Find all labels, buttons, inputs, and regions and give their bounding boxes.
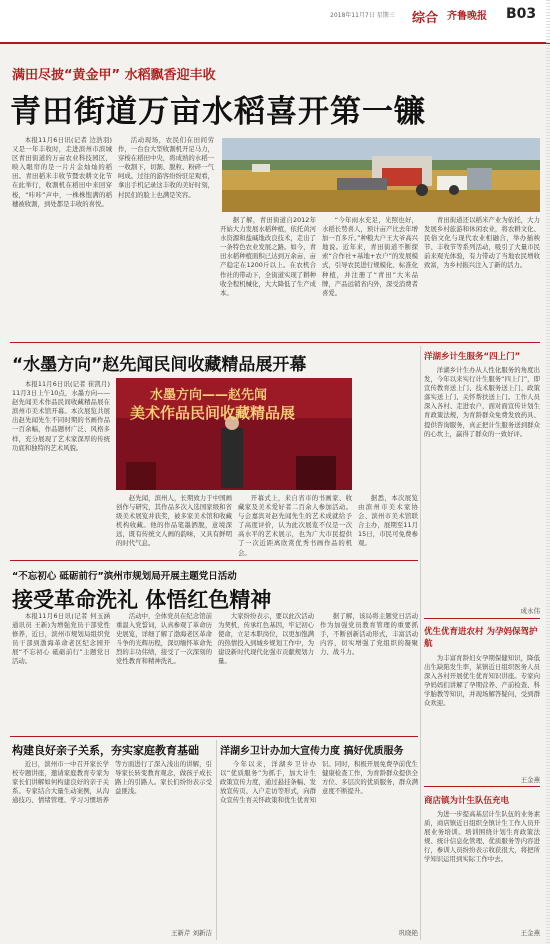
story1-lead: 本报11月6日讯(记者 边浩羽)又是一年丰收时，走进滨州市滨城区青田街道的万亩农业科技园区，映入眼帘的是一片片金灿灿的稻田。青田稻米丰收节暨农耕文化节在此举行，收割机在稻田中来回穿梭，“咔咔”声中，一株株饱满的稻穗被收割，到处都是丰收的喜悦。 — [12, 136, 112, 208]
story4-body: 近日，滨州市一中召开家长学校专题讲座，邀请家庭教育专家为家长们讲解如何构建良好的亲子关系。专家结合大量生动案例，从沟通技巧、情绪管理、学习习惯培养等方面进行了深入浅出的讲解，引导家长转变教育观念，做孩子成长路上的引路人。家长们纷纷表示受益匪浅。 — [12, 760, 212, 805]
section-divider — [10, 342, 540, 343]
newspaper-logo: 齐鲁晚报 — [447, 11, 487, 22]
harvester-photo — [222, 138, 540, 212]
story3-kicker: “不忘初心 砥砺前行”滨州市规划局开展主题党日活动 — [12, 571, 237, 582]
section-name: 综合 — [412, 11, 439, 26]
story5-body: 今年以来，洋湖乡卫计办以“优质服务”为抓手，加大计生政策宣传力度，通过悬挂条幅、发放宣传页、入户走访等形式，向群众宣传生育关怀政策和优生优育知识。同时，积极开展免费孕前优生健康检查工作，为育龄群众提供全方位、多层次的优质服务，群众满意度不断提升。 — [220, 760, 418, 805]
section-divider — [10, 560, 418, 561]
story4-signature: 王新芹 刘新洁 — [170, 929, 212, 937]
story5-headline: 洋湖乡卫计办加大宣传力度 搞好优质服务 — [220, 746, 404, 757]
sidebar1-body: 洋湖乡计生办从人性化服务的角度出发，今年以来实行计生服务“四上门”，即宣传教育送上门、技术服务送上门、政策落实送上门、关怀帮扶送上门。工作人员深入各村、走进农户，面对面宣传计划生育政策法规，为育龄群众免费发放药具、提供咨询服务，真正把计生服务送到群众的心坎上，赢得了群众的一致好评。 — [424, 366, 540, 438]
story3-col1: 本报11月6日讯(记者 何玉涵 通讯员 王新)为增强党员干部党性修养，近日，滨州市规划局组织党员干部到渤海革命老区纪念园开展“不忘初心 砥砺前行”主题党日活动。 — [12, 612, 110, 666]
issue-date: 2018年11月7日 星期三 — [330, 12, 395, 19]
sidebar2-body: 为丰富育龄妇女孕期保健知识，降低出生缺陷发生率，某镇近日组织医务人员深入各村开展优生优育知识讲座。专家向孕妈妈们讲解了孕期营养、产前检查、科学胎教等知识，并现场解答疑问，受到群众欢迎。 — [424, 654, 540, 708]
sidebar-divider — [424, 618, 540, 619]
banner-line1: 水墨方向——赵先闻 — [150, 388, 268, 403]
story5-signature: 巩晓艳 — [398, 929, 418, 937]
sidebar1-signature: 成永伟 — [520, 607, 540, 615]
sidebar2-title: 优生优育进农村 为孕妈保驾护航 — [424, 627, 538, 649]
story3-col3: 大家纷纷表示，要以此次活动为契机，传承红色基因，牢记初心使命，立足本职岗位，以更加饱满的热情投入到城乡规划工作中，为建设新时代现代化强市贡献规划力量。 — [218, 612, 314, 666]
story2-col3: 开幕式上，来自省市的书画家、收藏家及美术爱好者二百余人参加活动。与会嘉宾对赵先闻先生的艺术成就给予了高度评价，认为此次展览不仅是一次高水平的艺术展示，也为广大市民提供了一次近距离欣赏优秀书画作品的机会。 — [238, 494, 352, 556]
story1-col2: 据了解，青田街道自2012年开始大力发展水稻种植，依托黄河水资源和盐碱地改良技术，走出了一条特色农业发展之路。如今，青田水稻种植面积已达到万余亩，亩产稳定在1200斤以上。在农机合作社的带动下，全街道实现了耕种收全程机械化，大大降低了生产成本。 — [220, 216, 316, 297]
story2-col4: 据悉，本次展览由滨州市美术家协会、滨州市美术馆联合主办，展期至11月15日，市民可免费参观。 — [358, 494, 418, 548]
section-divider — [10, 736, 418, 737]
sidebar3-signature: 王金燕 — [520, 929, 540, 937]
column-rule — [216, 740, 217, 940]
story1-col4: 青田街道还以稻米产业为依托，大力发展乡村旅游和休闲农业，将农耕文化、民俗文化与现代农业相融合，举办插秧节、丰收节等系列活动，吸引了大量市民前来观光体验，有力带动了当地农民增收致富，为乡村振兴注入了新的活力。 — [424, 216, 540, 270]
sidebar3-title: 商店镇为计生队伍充电 — [424, 796, 510, 806]
story1-kicker: 满田尽披“黄金甲” 水稻飘香迎丰收 — [12, 68, 216, 83]
story3-col2: 活动中，全体党员在纪念馆前重温入党誓词，认真参观了革命历史展览，详细了解了渤海老区革命斗争的光辉历程，深切缅怀革命先烈的丰功伟绩，接受了一次深刻的党性教育和精神洗礼。 — [116, 612, 212, 666]
sidebar2-signature: 王金燕 — [520, 776, 540, 784]
story2-col2: 赵先闻，滨州人，长期致力于中国画创作与研究，其作品多次入选国家级和省级美术展览并获奖，被多家美术馆和收藏机构收藏。他的作品笔墨洒脱，意境深远，既有传统文人画的韵味，又具有鲜明的时代气息。 — [116, 494, 232, 548]
story2-col1: 本报11月6日讯(记者 崔凯月) 11月3日上午10点，水墨方向——赵先闻美术作品民间收藏精品展在滨州市美术馆开幕。本次展览共展出赵先闻先生不同时期的书画作品一百余幅，作品题材广泛、风格多样，充分展现了艺术家深厚的传统功底和独特的艺术风貌。 — [12, 380, 110, 452]
story1-col1: 活动现场，农民们在田间劳作，一台台大型收割机开足马力，穿梭在稻田中央，将成熟的水稻一一收割下，切割、脱粒、粉碎一气呵成。过往的游客纷纷驻足观看，拿出手机记录这丰收的美好时刻，村民们的脸上也满是笑容。 — [118, 136, 214, 199]
sidebar3-body: 为进一步提高基层计生队伍的业务素质，商店镇近日组织全镇计生工作人员开展业务培训。培训围绕计划生育政策法规、统计信息化管理、优质服务等内容进行，参训人员纷纷表示收获很大，将把所学知识运用到实际工作中去。 — [424, 810, 540, 864]
sidebar-divider — [424, 786, 540, 787]
story1-photo — [222, 138, 540, 212]
sidebar1-title: 洋湖乡计生服务“四上门” — [424, 352, 521, 362]
story1-col3: “今年雨水充足，光照也好，水稻长势喜人，预计亩产比去年增加一百多斤。”种粮大户王大爷高兴地说。近年来，青田街道不断探索“合作社+基地+农户”的发展模式，引导农民进行规模化、标准化种植，并注册了“青田”大米品牌，产品远销省内外，深受消费者喜爱。 — [322, 216, 418, 297]
story3-col4: 据了解，该局将主题党日活动作为加强党员教育管理的重要抓手，不断创新活动形式，丰富活动内容，切实增强了党组织的凝聚力、战斗力。 — [320, 612, 418, 657]
story2-photo — [116, 378, 352, 490]
story3-headline: 接受革命洗礼 体悟红色精神 — [12, 588, 272, 612]
story2-headline: “水墨方向”赵先闻民间收藏精品展开幕 — [12, 355, 307, 375]
banner-line2: 美术作品民间收藏精品展 — [130, 404, 296, 422]
column-rule — [420, 346, 421, 940]
page-number: B03 — [506, 6, 537, 22]
story1-headline: 青田街道万亩水稻喜开第一镰 — [10, 94, 426, 130]
story4-headline: 构建良好亲子关系，夯实家庭教育基础 — [12, 744, 199, 757]
page-edge-decoration — [546, 0, 550, 944]
